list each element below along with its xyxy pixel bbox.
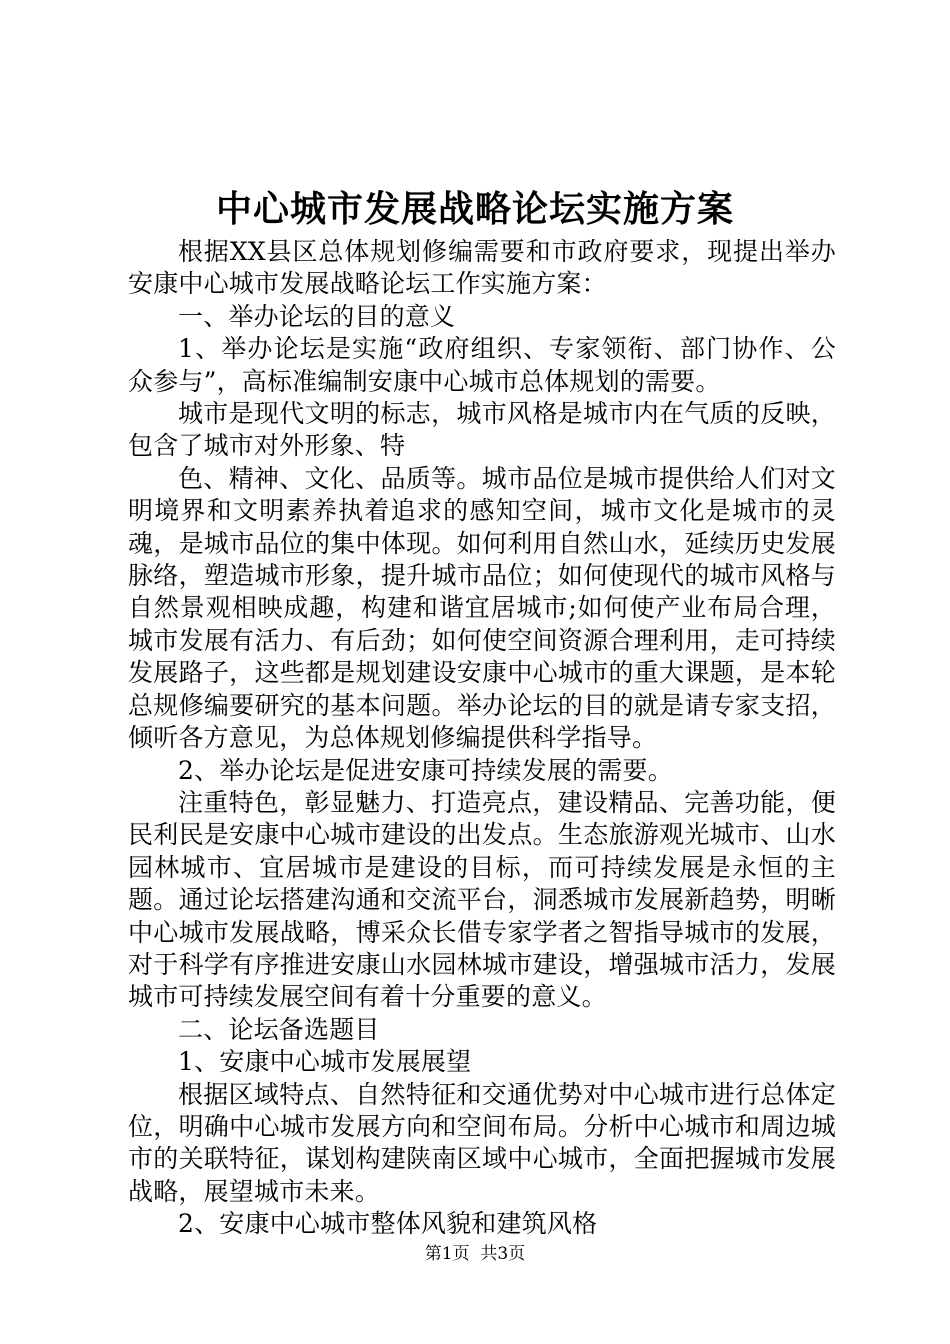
section-heading-topics: 二、论坛备选题目 (178, 1014, 380, 1044)
subheading-topic-two: 2、安康中心城市整体风貌和建筑风格 (178, 1209, 598, 1239)
page-footer: 第1页 共3页 (424, 1244, 526, 1264)
paragraph-city-character: 色、精神、文化、品质等。城市品位是城市提供给人们对文明境界和文明素养执着追求的感知空间，城市文化是城市的灵魂，是城市品位的集中体现。如何利用自然山水，延续历史发展脉络，塑造城市形象，提升城市品位；如何使现代的城市风格与自然景观相映成趣，构建和谐宜居城市;如何使产业布局合理，城市发展有活力、有后劲；如何使空间资源合理利用，走可持续发展路子，这些都是规划建设安康中心城市的重大课题，是本轮总规修编要研究的基本问题。举办论坛的目的就是请专家支招，倾听各方意见，为总体规划修编提供科学指导。 (128, 463, 836, 753)
document-body (128, 236, 836, 1241)
subheading-need-one: 1、举办论坛是实施“政府组织、专家领衔、部门协作、公众参与”，高标准编制安康中心城市总体规划的需要。 (128, 334, 836, 396)
paragraph-topic-one: 根据区域特点、自然特征和交通优势对中心城市进行总体定位，明确中心城市发展方向和空间布局。分析中心城市和周边城市的关联特征，谋划构建陕南区域中心城市，全面把握城市发展战略，展望城市未来。 (128, 1079, 836, 1206)
paragraph-intro: 根据XX县区总体规划修编需要和市政府要求，现提出举办安康中心城市发展战略论坛工作实施方案： (128, 237, 836, 299)
paragraph-sustainable-development: 注重特色，彰显魅力、打造亮点，建设精品、完善功能，便民利民是安康中心城市建设的出发点。生态旅游观光城市、山水园林城市、宜居城市是建设的目标，而可持续发展是永恒的主题。通过论坛搭建沟通和交流平台，洞悉城市发展新趋势，明晰中心城市发展战略，博采众长借专家学者之智指导城市的发展，对于科学有序推进安康山水园林城市建设，增强城市活力，发展城市可持续发展空间有着十分重要的意义。 (128, 787, 836, 1012)
subheading-need-two: 2、举办论坛是促进安康可持续发展的需要。 (178, 755, 673, 785)
subheading-topic-one: 1、安康中心城市发展展望 (178, 1047, 472, 1077)
document-title: 中心城市发展战略论坛实施方案 (215, 188, 734, 230)
section-heading-purpose: 一、举办论坛的目的意义 (178, 301, 456, 331)
paragraph-city-civilization: 城市是现代文明的标志，城市风格是城市内在气质的反映，包含了城市对外形象、特 (128, 399, 836, 461)
